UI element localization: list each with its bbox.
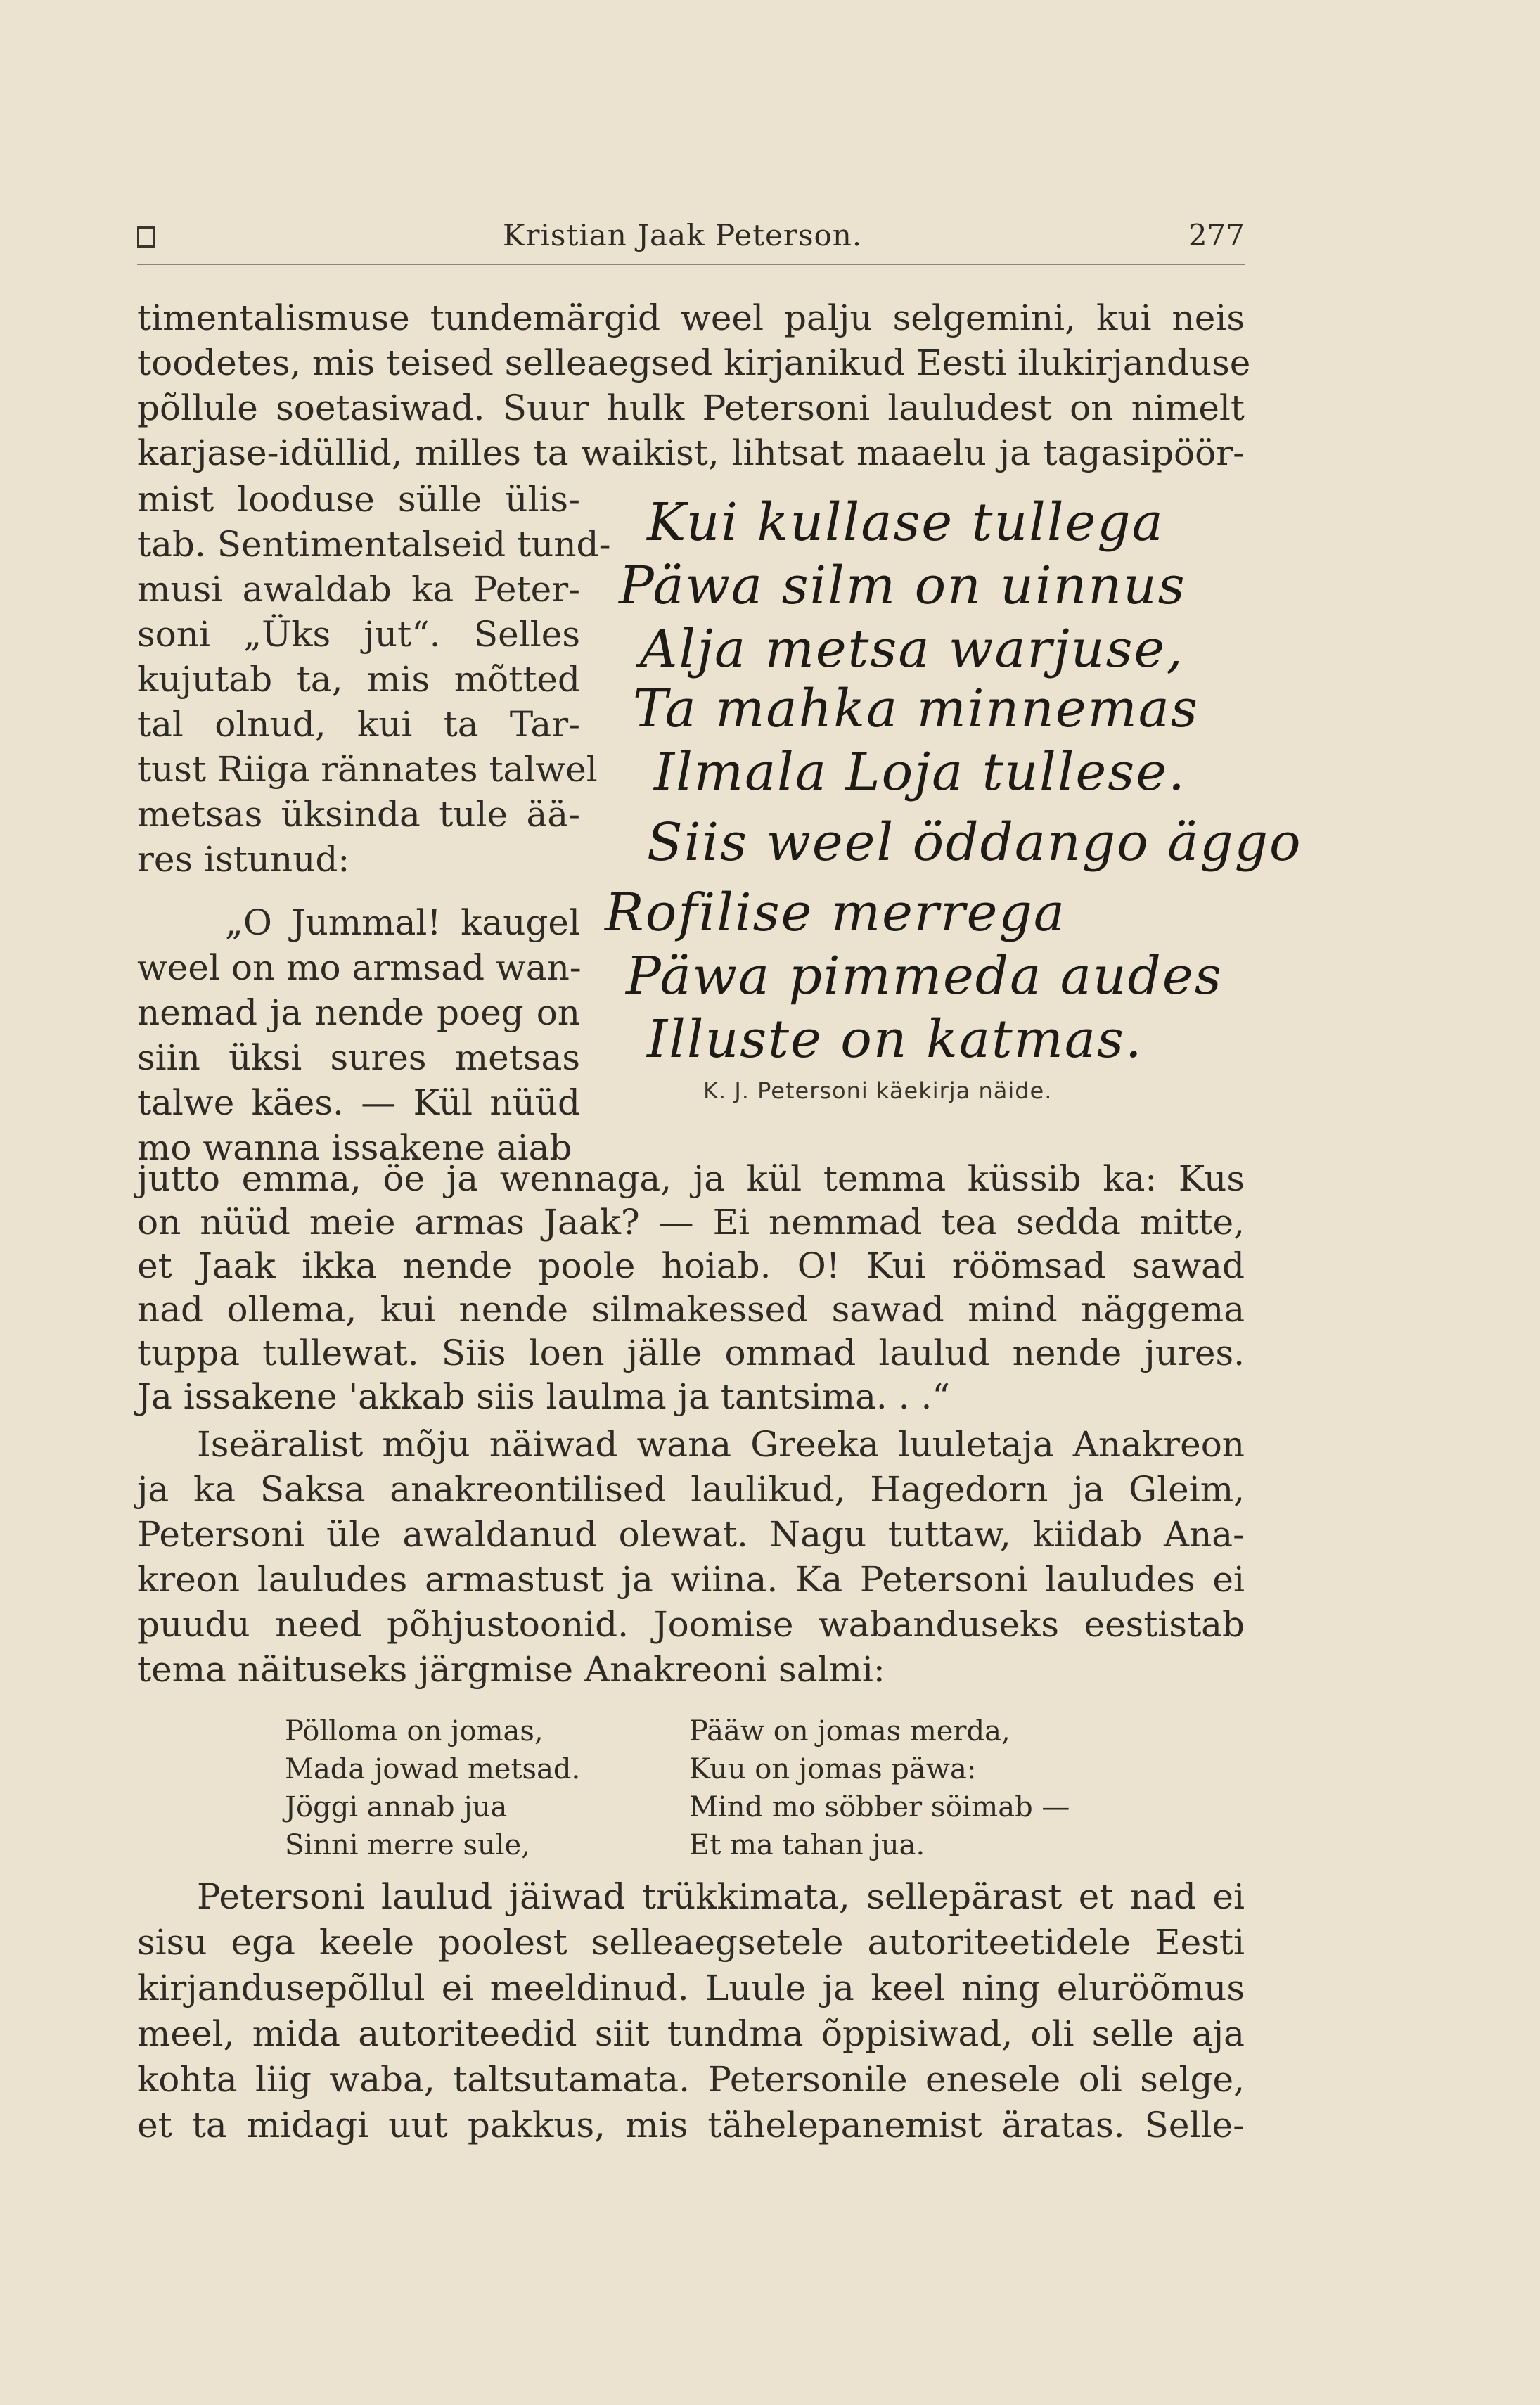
handwriting-line: Siis weel öddango äggo (647, 812, 1302, 873)
handwriting-figure (605, 492, 1302, 1125)
text-line: põllule soetasiwad. Suur hulk Petersoni lauludest on nimelt (137, 387, 1245, 428)
text-line: karjase-idüllid, milles ta waikist, lihtsat maaelu ja tagasipöör- (137, 432, 1245, 473)
poem-line: Et ma tahan jua. (689, 1829, 925, 1861)
running-title: Kristian Jaak Peterson. (503, 218, 863, 252)
text-line: meel, mida autoriteedid siit tundma õppisiwad, oli selle aja (137, 2013, 1245, 2054)
handwriting-line: Ilmala Loja tullese. (654, 742, 1186, 802)
text-line: Petersoni üle awaldanud olewat. Nagu tuttaw, kiidab Ana- (137, 1514, 1245, 1555)
poem-left-column (285, 1712, 580, 1864)
text-line: nad ollema, kui nende silmakessed sawad mind näggema (137, 1289, 1245, 1330)
text-line: tuppa tullewat. Siis loen jälle ommad laulud nende jures. (137, 1333, 1245, 1373)
text-line: Iseäralist mõju näiwad wana Greeka luuletaja Anakreon (197, 1424, 1245, 1465)
poem-line: Sinni merre sule, (285, 1829, 530, 1861)
text-line: kujutab ta, mis mõtted (137, 659, 580, 700)
poem-line: Jöggi annab jua (285, 1791, 508, 1823)
text-line: tab. Sentimentalseid tund- (137, 524, 611, 565)
text-line: soni „Üks jut“. Selles (137, 614, 580, 655)
text-line: jutto emma, öe ja wennaga, ja kül temma küssib ka: Kus (137, 1158, 1245, 1199)
text-line: timentalismuse tundemärgid weel palju selgemini, kui neis (137, 297, 1245, 338)
handwriting-line: Rofilise merrega (605, 883, 1066, 943)
handwriting-line: Ta mahka minnemas (633, 679, 1199, 739)
poem-line: Mada jowad metsad. (285, 1753, 581, 1785)
poem-line: Pääw on jomas merda, (689, 1715, 1010, 1747)
text-line: ja ka Saksa anakreontilised laulikud, Hagedorn ja Gleim, (137, 1469, 1245, 1510)
handwriting-line: Päwa silm on uinnus (619, 556, 1186, 616)
text-line: tema näituseks järgmise Anakreoni salmi: (137, 1649, 885, 1690)
text-line: on nüüd meie armas Jaak? — Ei nemmad tea sedda mitte, (137, 1202, 1245, 1243)
poem-line: Mind mo söbber söimab — (689, 1791, 1070, 1823)
text-line: mo wanna issakene aiab (137, 1127, 572, 1168)
figure-caption: K. J. Petersoni käekirja näide. (703, 1077, 1053, 1104)
text-line: „O Jummal! kaugel (225, 902, 580, 943)
text-line: et ta midagi uut pakkus, mis tähelepanemist äratas. Selle- (137, 2105, 1245, 2146)
poem-line: Pölloma on jomas, (285, 1715, 544, 1747)
text-line: talwe käes. — Kül nüüd (137, 1082, 580, 1123)
handwriting-line: Illuste on katmas. (647, 1009, 1143, 1070)
text-line: mist looduse sülle ülis- (137, 479, 580, 520)
text-line: Petersoni laulud jäiwad trükkimata, sellepärast et nad ei (197, 1876, 1245, 1917)
page-number: 277 (1188, 218, 1245, 252)
text-line: musi awaldab ka Peter- (137, 569, 580, 610)
text-line: kohta liig waba, taltsutamata. Petersonile enesele oli selge, (137, 2059, 1245, 2100)
text-line: toodetes, mis teised selleaegsed kirjanikud Eesti ilukirjanduse (137, 342, 1251, 383)
poem-line: Kuu on jomas päwa: (689, 1753, 977, 1785)
text-line: kreon lauludes armastust ja wiina. Ka Petersoni lauludes ei (137, 1559, 1245, 1600)
text-line: siin üksi sures metsas (137, 1037, 580, 1078)
text-line: weel on mo armsad wan- (137, 947, 582, 988)
text-line: tal olnud, kui ta Tar- (137, 704, 580, 745)
text-line: metsas üksinda tule ää- (137, 794, 580, 835)
text-line: sisu ega keele poolest selleaegsetele autoriteetidele Eesti (137, 1922, 1245, 1963)
poem-right-column (689, 1712, 1070, 1864)
square-icon (137, 226, 155, 248)
text-line: res istunud: (137, 839, 350, 880)
handwriting-line: Kui kullase tullega (647, 492, 1164, 553)
handwriting-line: Päwa pimmeda audes (626, 946, 1223, 1006)
running-header (137, 211, 1245, 265)
handwriting-line: Alja metsa warjuse, (640, 619, 1184, 679)
text-line: tust Riiga rännates talwel (137, 749, 598, 790)
text-line: et Jaak ikka nende poole hoiab. O! Kui röömsad sawad (137, 1245, 1245, 1286)
text-line: nemad ja nende poeg on (137, 992, 580, 1033)
text-line: puudu need põhjustoonid. Joomise wabanduseks eestistab (137, 1604, 1245, 1645)
text-line: Ja issakene 'akkab siis laulma ja tantsima. . .“ (137, 1376, 950, 1417)
text-line: kirjandusepõllul ei meeldinud. Luule ja keel ning eluröõmus (137, 1968, 1245, 2008)
